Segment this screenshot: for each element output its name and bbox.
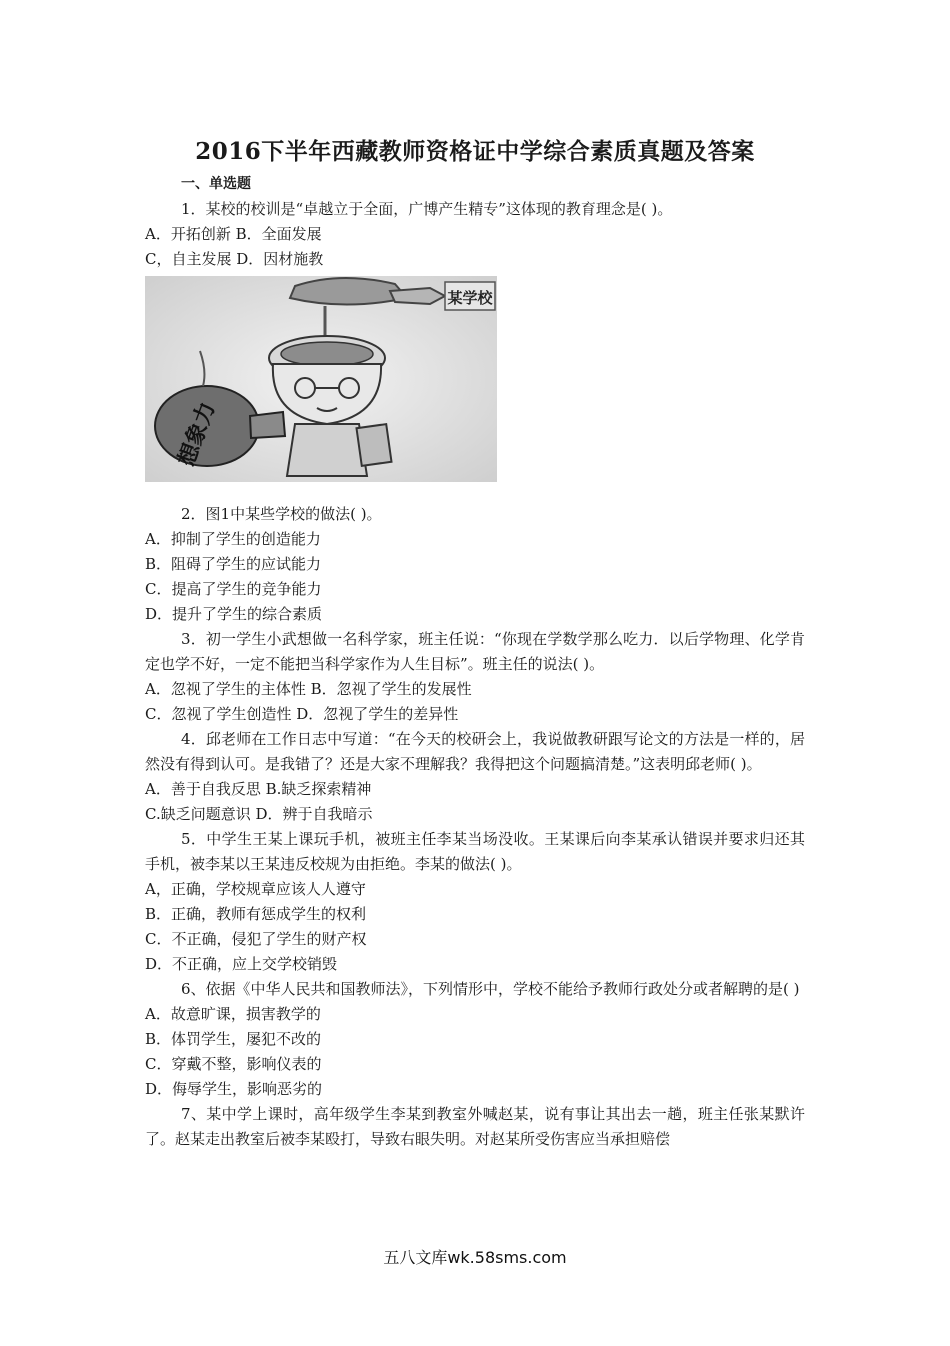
- question-2-stem: 2．图1中某些学校的做法( )。: [181, 505, 382, 523]
- question-5-stem: 5．中学生王某上课玩手机，被班主任李某当场没收。王某课后向李某承认错误并要求归还其手机，被李某以王某违反校规为由拒绝。李某的做法( )。: [145, 830, 805, 873]
- question-5-option-a: A，正确，学校规章应该人人遵守: [145, 880, 366, 898]
- question-4-stem: 4．邱老师在工作日志中写道：“在今天的校研会上，我说做教研跟写论文的方法是一样的，居然没有得到认可。是我错了？还是大家不理解我？我得把这个问题搞清楚。”这表明邱老师( )。: [145, 730, 805, 773]
- question-2-option-d: D．提升了学生的综合素质: [145, 605, 323, 623]
- question-1-options-ab: A．开拓创新 B．全面发展: [145, 225, 322, 243]
- question-6-stem: 6、依据《中华人民共和国教师法》，下列情形中，学校不能给予教师行政处分或者解聘的是( ): [181, 980, 800, 998]
- document-body: [145, 172, 805, 1152]
- cartoon-figure: [145, 276, 497, 482]
- question-2-option-a: A．抑制了学生的创造能力: [145, 530, 321, 548]
- section-heading: 一、单选题: [181, 176, 251, 192]
- question-7-stem: 7、某中学上课时，高年级学生李某到教室外喊赵某，说有事让其出去一趟，班主任张某默许了。赵某走出教室后被李某殴打，导致右眼失明。对赵某所受伤害应当承担赔偿: [145, 1105, 805, 1148]
- footer-watermark: 五八文库wk.58sms.com: [383, 1248, 567, 1267]
- question-5-option-b: B．正确，教师有惩成学生的权利: [145, 905, 367, 923]
- question-4-options-ab: A．善于自我反思 B.缺乏探索精神: [145, 780, 372, 798]
- question-5-option-c: C．不正确，侵犯了学生的财产权: [145, 930, 367, 948]
- question-6-option-a: A．故意旷课，损害教学的: [145, 1005, 321, 1023]
- question-3-options-cd: C．忽视了学生创造性 D．忽视了学生的差异性: [145, 705, 459, 723]
- question-3-options-ab: A．忽视了学生的主体性 B．忽视了学生的发展性: [145, 680, 472, 698]
- figure-bottle-text: 想象力: [174, 398, 221, 470]
- question-2-option-b: B．阻碍了学生的应试能力: [145, 555, 322, 573]
- figure-sign-text: 某学校: [447, 289, 493, 307]
- question-5-option-d: D．不正确，应上交学校销毁: [145, 955, 338, 973]
- question-1-stem: 1．某校的校训是“卓越立于全面，广博产生精专”这体现的教育理念是( )。: [181, 200, 673, 218]
- question-6-option-d: D．侮辱学生，影响恶劣的: [145, 1080, 323, 1098]
- question-1-options-cd: C，自主发展 D．因材施教: [145, 250, 324, 268]
- question-4-options-cd: C.缺乏问题意识 D．辨于自我暗示: [145, 805, 373, 823]
- question-6-option-c: C．穿戴不整，影响仪表的: [145, 1055, 322, 1073]
- page-title: 2016下半年西藏教师资格证中学综合素质真题及答案: [195, 138, 755, 165]
- question-6-option-b: B．体罚学生，屡犯不改的: [145, 1030, 322, 1048]
- question-2-option-c: C．提高了学生的竞争能力: [145, 580, 322, 598]
- question-3-stem: 3．初一学生小武想做一名科学家，班主任说：“你现在学数学那么吃力．以后学物理、化学肯定也学不好，一定不能把当科学家作为人生目标”。班主任的说法( )。: [145, 630, 805, 673]
